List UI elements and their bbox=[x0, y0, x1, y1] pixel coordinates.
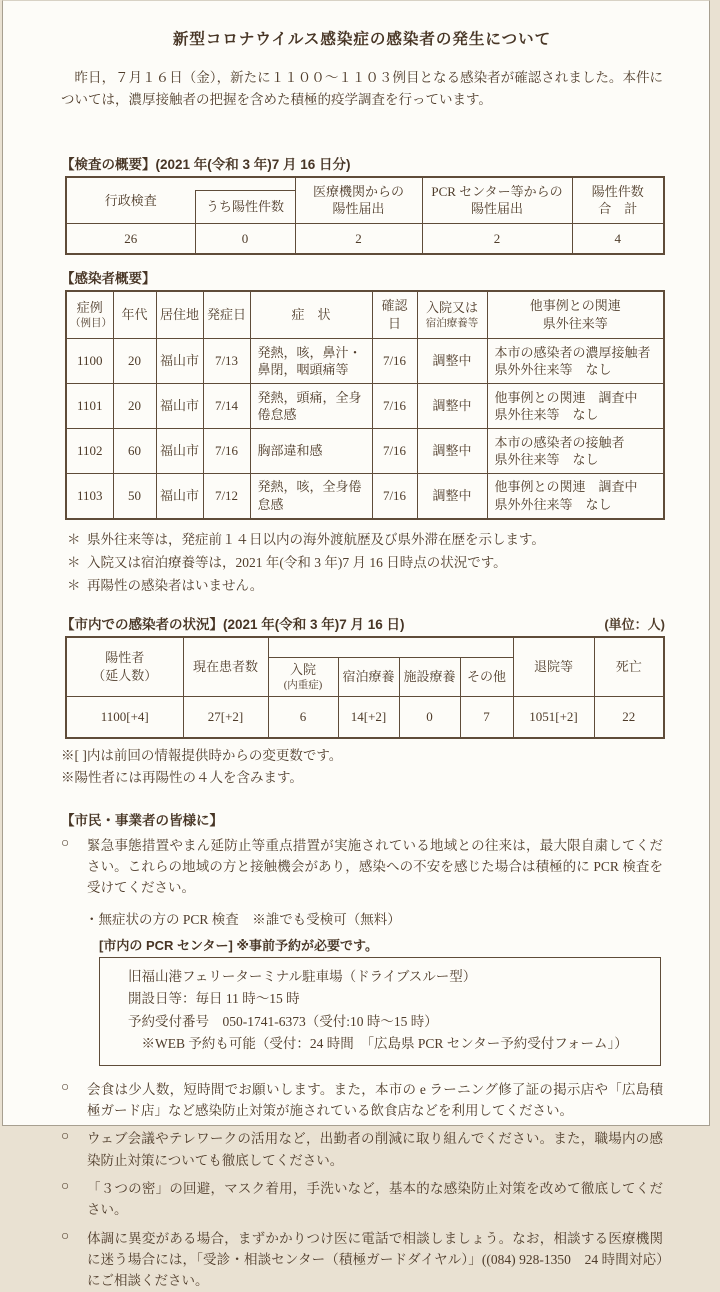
value-positive-total: 4 bbox=[572, 224, 664, 254]
reference-marker: ※ bbox=[61, 769, 75, 785]
city-status-heading-row bbox=[61, 613, 665, 633]
bullet-travel-restraint: ○ 緊急事態措置やまん延防止等重点措置が実施されている地域との往来は，最大限自粛してください。これらの地域の方と接触機会があり，感染への不安を感じた場合は積極的に PCR 検査を受けてください。 bbox=[61, 835, 663, 899]
header-hospitalization: 入院又は 宿泊療養等 bbox=[417, 291, 487, 339]
bullet-telework: ○ ウェブ会議やテレワークの活用など，出勤者の削減に取り組んでください。また，職場内の感染防止対策についても徹底してください。 bbox=[61, 1128, 663, 1171]
asterisk-marker: ＊ bbox=[67, 554, 81, 570]
circle-marker: ○ bbox=[61, 1227, 70, 1243]
header-positive-cumulative: 陽性者 （延人数） bbox=[66, 637, 183, 697]
case-age: 20 bbox=[113, 384, 156, 429]
case-relation: 他事例との関連 調査中 県外往来等 なし bbox=[487, 384, 664, 429]
case-residence: 福山市 bbox=[156, 429, 203, 474]
header-onset-date: 発症日 bbox=[203, 291, 250, 339]
value-hospitalized: 6 bbox=[268, 697, 338, 738]
note-item: ※[ ]内は前回の情報提供時からの変更数です。 bbox=[61, 747, 343, 763]
case-status: 調整中 bbox=[417, 339, 487, 384]
citizens-heading: 【市民・事業者の皆様に】 bbox=[61, 812, 223, 828]
bullet-three-cs: ○ 「３つの密」の回避，マスク着用，手洗いなど，基本的な感染防止対策を改めて徹底してください。 bbox=[61, 1178, 663, 1221]
value-medical-institution: 2 bbox=[295, 224, 422, 254]
value-discharged: 1051[+2] bbox=[513, 697, 594, 738]
value-other: 7 bbox=[460, 697, 513, 738]
header-current-patients: 現在患者数 bbox=[183, 637, 268, 697]
value-pcr-center: 2 bbox=[422, 224, 572, 254]
header-symptoms: 症 状 bbox=[250, 291, 372, 339]
header-deaths: 死亡 bbox=[594, 637, 664, 697]
value-administrative-tests: 26 bbox=[66, 224, 195, 254]
pcr-center-location: 旧福山港フェリーターミナル駐車場（ドライブスルー型） bbox=[128, 968, 477, 984]
case-age: 20 bbox=[113, 339, 156, 384]
case-status: 調整中 bbox=[417, 384, 487, 429]
header-relation: 他事例との関連 県外往来等 bbox=[487, 291, 664, 339]
case-symptoms: 発熱，頭痛，全身倦怠感 bbox=[250, 384, 372, 429]
circle-marker: ○ bbox=[61, 1178, 70, 1194]
city-status-heading: 【市内での感染者の状況】(2021 年(令和 3 年)7 月 16 日) bbox=[61, 616, 405, 632]
case-confirmed: 7/16 bbox=[372, 339, 417, 384]
case-age: 60 bbox=[113, 429, 156, 474]
case-relation: 本市の感染者の濃厚接触者 県外外往来等 なし bbox=[487, 339, 664, 384]
header-discharged: 退院等 bbox=[513, 637, 594, 697]
pcr-center-web: ※WEB 予約も可能（受付：24 時間 「広島県 PCR センター予約受付フォーム」） bbox=[128, 1036, 628, 1052]
value-facility-care: 0 bbox=[399, 697, 460, 738]
header-positive-total: 陽性件数 合 計 bbox=[572, 177, 664, 224]
case-row-1102 bbox=[66, 429, 664, 474]
case-status: 調整中 bbox=[417, 429, 487, 474]
bullet-consult-doctor: ○ 体調に異変がある場合，まずかかりつけ医に電話で相談しましょう。なお，相談する医療機関に迷う場合には，「受診・相談センター（積極ガードダイヤル）」((084) 928-1350 24 時間対応）にご相談ください。 bbox=[61, 1228, 663, 1292]
city-status-notes bbox=[61, 745, 663, 789]
header-case-number: 症例 （例目） bbox=[66, 291, 113, 339]
case-id: 1102 bbox=[66, 429, 113, 474]
inspection-summary-heading-date: (2021 年(令和 3 年)7 月 16 日分) bbox=[155, 156, 351, 172]
unit-label: (単位：人) bbox=[604, 616, 665, 632]
case-row-1101 bbox=[66, 384, 664, 429]
case-onset: 7/13 bbox=[203, 339, 250, 384]
note-item: ＊ 県外往来等は，発症前１４日以内の海外渡航歴及び県外滞在歴を示します。 bbox=[61, 528, 663, 551]
cases-heading: 【感染者概要】 bbox=[61, 270, 156, 286]
case-id: 1100 bbox=[66, 339, 113, 384]
intro-paragraph: 昨日，７月１６日（金），新たに１１００～１１０３例目となる感染者が確認されました。本件については，濃厚接触者の把握を含めた積極的疫学調査を行っています。 bbox=[61, 70, 663, 107]
pcr-center-hours: 開設日等：毎日 11 時～15 時 bbox=[128, 991, 300, 1007]
inspection-summary-heading bbox=[61, 153, 663, 173]
page-title: 新型コロナウイルス感染症の感染者の発生について bbox=[172, 31, 552, 48]
case-confirmed: 7/16 bbox=[372, 474, 417, 519]
header-other: その他 bbox=[460, 658, 513, 697]
header-age: 年代 bbox=[113, 291, 156, 339]
note-item: ＊ 再陽性の感染者はいません。 bbox=[61, 574, 663, 597]
pcr-center-box bbox=[99, 957, 661, 1066]
value-hotel-care: 14[+2] bbox=[338, 697, 399, 738]
pcr-free-test-line: ・無症状の方の PCR 検査 ※誰でも受検可（無料） bbox=[85, 911, 401, 927]
circle-marker: ○ bbox=[61, 1078, 70, 1094]
value-deaths: 22 bbox=[594, 697, 664, 738]
case-row-1103 bbox=[66, 474, 664, 519]
case-row-1100 bbox=[66, 339, 664, 384]
header-administrative-tests: 行政検査 bbox=[66, 177, 195, 224]
merged-spacer-cell bbox=[195, 177, 295, 191]
case-residence: 福山市 bbox=[156, 384, 203, 429]
case-id: 1101 bbox=[66, 384, 113, 429]
header-pcr-center: PCR センター等からの 陽性届出 bbox=[422, 177, 572, 224]
case-onset: 7/12 bbox=[203, 474, 250, 519]
value-current-patients: 27[+2] bbox=[183, 697, 268, 738]
header-residence: 居住地 bbox=[156, 291, 203, 339]
circle-marker: ○ bbox=[61, 834, 70, 850]
bullet-dining: ○ 会食は少人数，短時間でお願いします。また，本市の e ラーニング修了証の掲示店や「広島積極ガード店」など感染防止対策が施されている飲食店などを利用してください。 bbox=[61, 1079, 663, 1122]
header-positive-among-tests: うち陽性件数 bbox=[195, 191, 295, 224]
header-hotel-care: 宿泊療養 bbox=[338, 658, 399, 697]
note-item: ＊ 入院又は宿泊療養等は，2021 年(令和 3 年)7 月 16 日時点の状況です。 bbox=[61, 551, 663, 574]
header-medical-institution: 医療機関からの 陽性届出 bbox=[295, 177, 422, 224]
inspection-summary-table bbox=[65, 176, 665, 255]
header-hospitalized: 入院 (内重症) bbox=[268, 658, 338, 697]
asterisk-marker: ＊ bbox=[67, 531, 81, 547]
case-symptoms: 胸部違和感 bbox=[250, 429, 372, 474]
circle-marker: ○ bbox=[61, 1128, 70, 1144]
note-item: ※陽性者には再陽性の４人を含みます。 bbox=[61, 769, 303, 785]
case-confirmed: 7/16 bbox=[372, 384, 417, 429]
reference-marker: ※ bbox=[61, 747, 75, 763]
cases-notes bbox=[61, 528, 663, 597]
case-relation: 本市の感染者の接触者 県外往来等 なし bbox=[487, 429, 664, 474]
case-onset: 7/14 bbox=[203, 384, 250, 429]
city-status-table bbox=[65, 636, 665, 739]
document-page bbox=[2, 0, 710, 1289]
case-relation: 他事例との関連 調査中 県外外往来等 なし bbox=[487, 474, 664, 519]
merged-band-cell bbox=[268, 637, 513, 658]
value-positive-among-tests: 0 bbox=[195, 224, 295, 254]
case-age: 50 bbox=[113, 474, 156, 519]
inspection-summary-heading-label: 【検査の概要】 bbox=[61, 156, 156, 172]
case-symptoms: 発熱，咳，鼻汁・鼻閉，咽頭痛等 bbox=[250, 339, 372, 384]
header-confirmed-date: 確認日 bbox=[372, 291, 417, 339]
case-residence: 福山市 bbox=[156, 474, 203, 519]
cases-table bbox=[65, 290, 665, 520]
case-confirmed: 7/16 bbox=[372, 429, 417, 474]
case-residence: 福山市 bbox=[156, 339, 203, 384]
pcr-center-phone: 予約受付番号 050-1741-6373（受付:10 時～15 時） bbox=[128, 1013, 438, 1029]
header-facility-care: 施設療養 bbox=[399, 658, 460, 697]
case-onset: 7/16 bbox=[203, 429, 250, 474]
case-status: 調整中 bbox=[417, 474, 487, 519]
case-id: 1103 bbox=[66, 474, 113, 519]
asterisk-marker: ＊ bbox=[67, 577, 81, 593]
pcr-center-label: [市内の PCR センター] ※事前予約が必要です。 bbox=[99, 937, 379, 953]
case-symptoms: 発熱，咳，全身倦怠感 bbox=[250, 474, 372, 519]
value-positive-cumulative: 1100[+4] bbox=[66, 697, 183, 738]
